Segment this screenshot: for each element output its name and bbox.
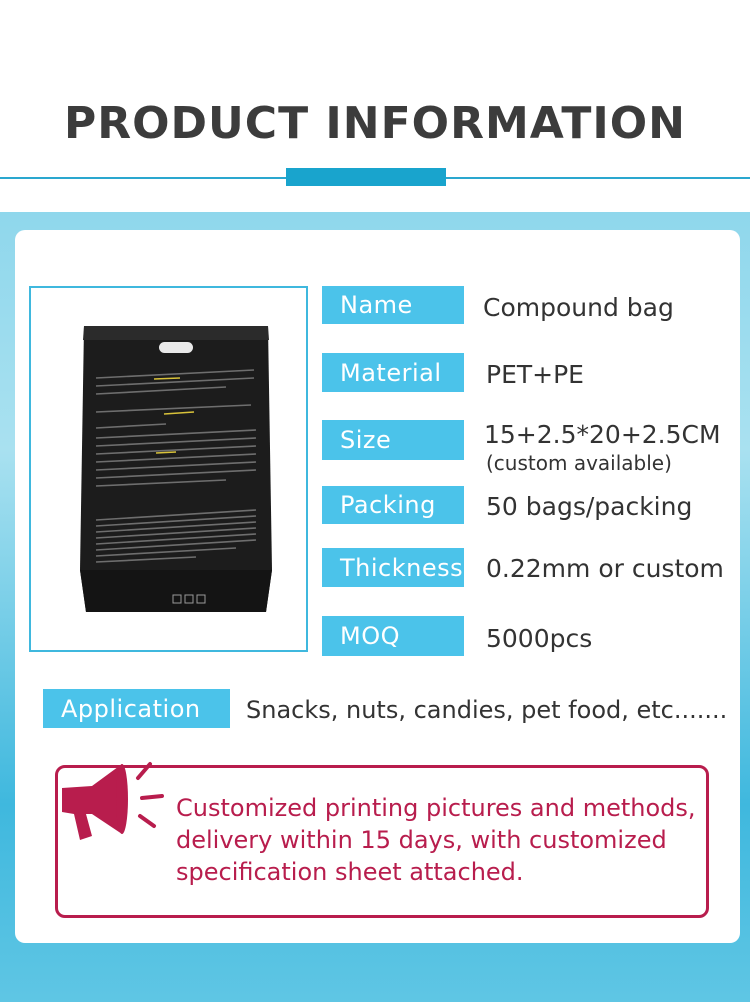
promo-line-1: Customized printing pictures and methods, xyxy=(176,794,696,822)
name-label: Name xyxy=(322,286,464,324)
page-title: PRODUCT INFORMATION xyxy=(64,98,686,149)
promo-text xyxy=(176,792,696,888)
moq-value: 5000pcs xyxy=(486,624,593,653)
packing-value: 50 bags/packing xyxy=(486,492,693,521)
application-value: Snacks, nuts, candies, pet food, etc....... xyxy=(246,696,728,724)
product-bag-image xyxy=(76,320,276,620)
thickness-label: Thickness xyxy=(322,548,464,587)
title-divider-accent xyxy=(286,168,446,186)
material-label: Material xyxy=(322,353,464,392)
megaphone-icon xyxy=(52,752,182,852)
name-value: Compound bag xyxy=(483,293,674,322)
application-label: Application xyxy=(43,689,230,728)
thickness-value: 0.22mm or custom xyxy=(486,554,724,583)
moq-label: MOQ xyxy=(322,616,464,656)
promo-line-2: delivery within 15 days, with customized xyxy=(176,826,667,854)
size-note: (custom available) xyxy=(486,451,672,475)
promo-line-3: specification sheet attached. xyxy=(176,858,524,886)
size-label: Size xyxy=(322,420,464,460)
material-value: PET+PE xyxy=(486,360,584,389)
packing-label: Packing xyxy=(322,486,464,524)
size-value: 15+2.5*20+2.5CM xyxy=(484,420,721,449)
